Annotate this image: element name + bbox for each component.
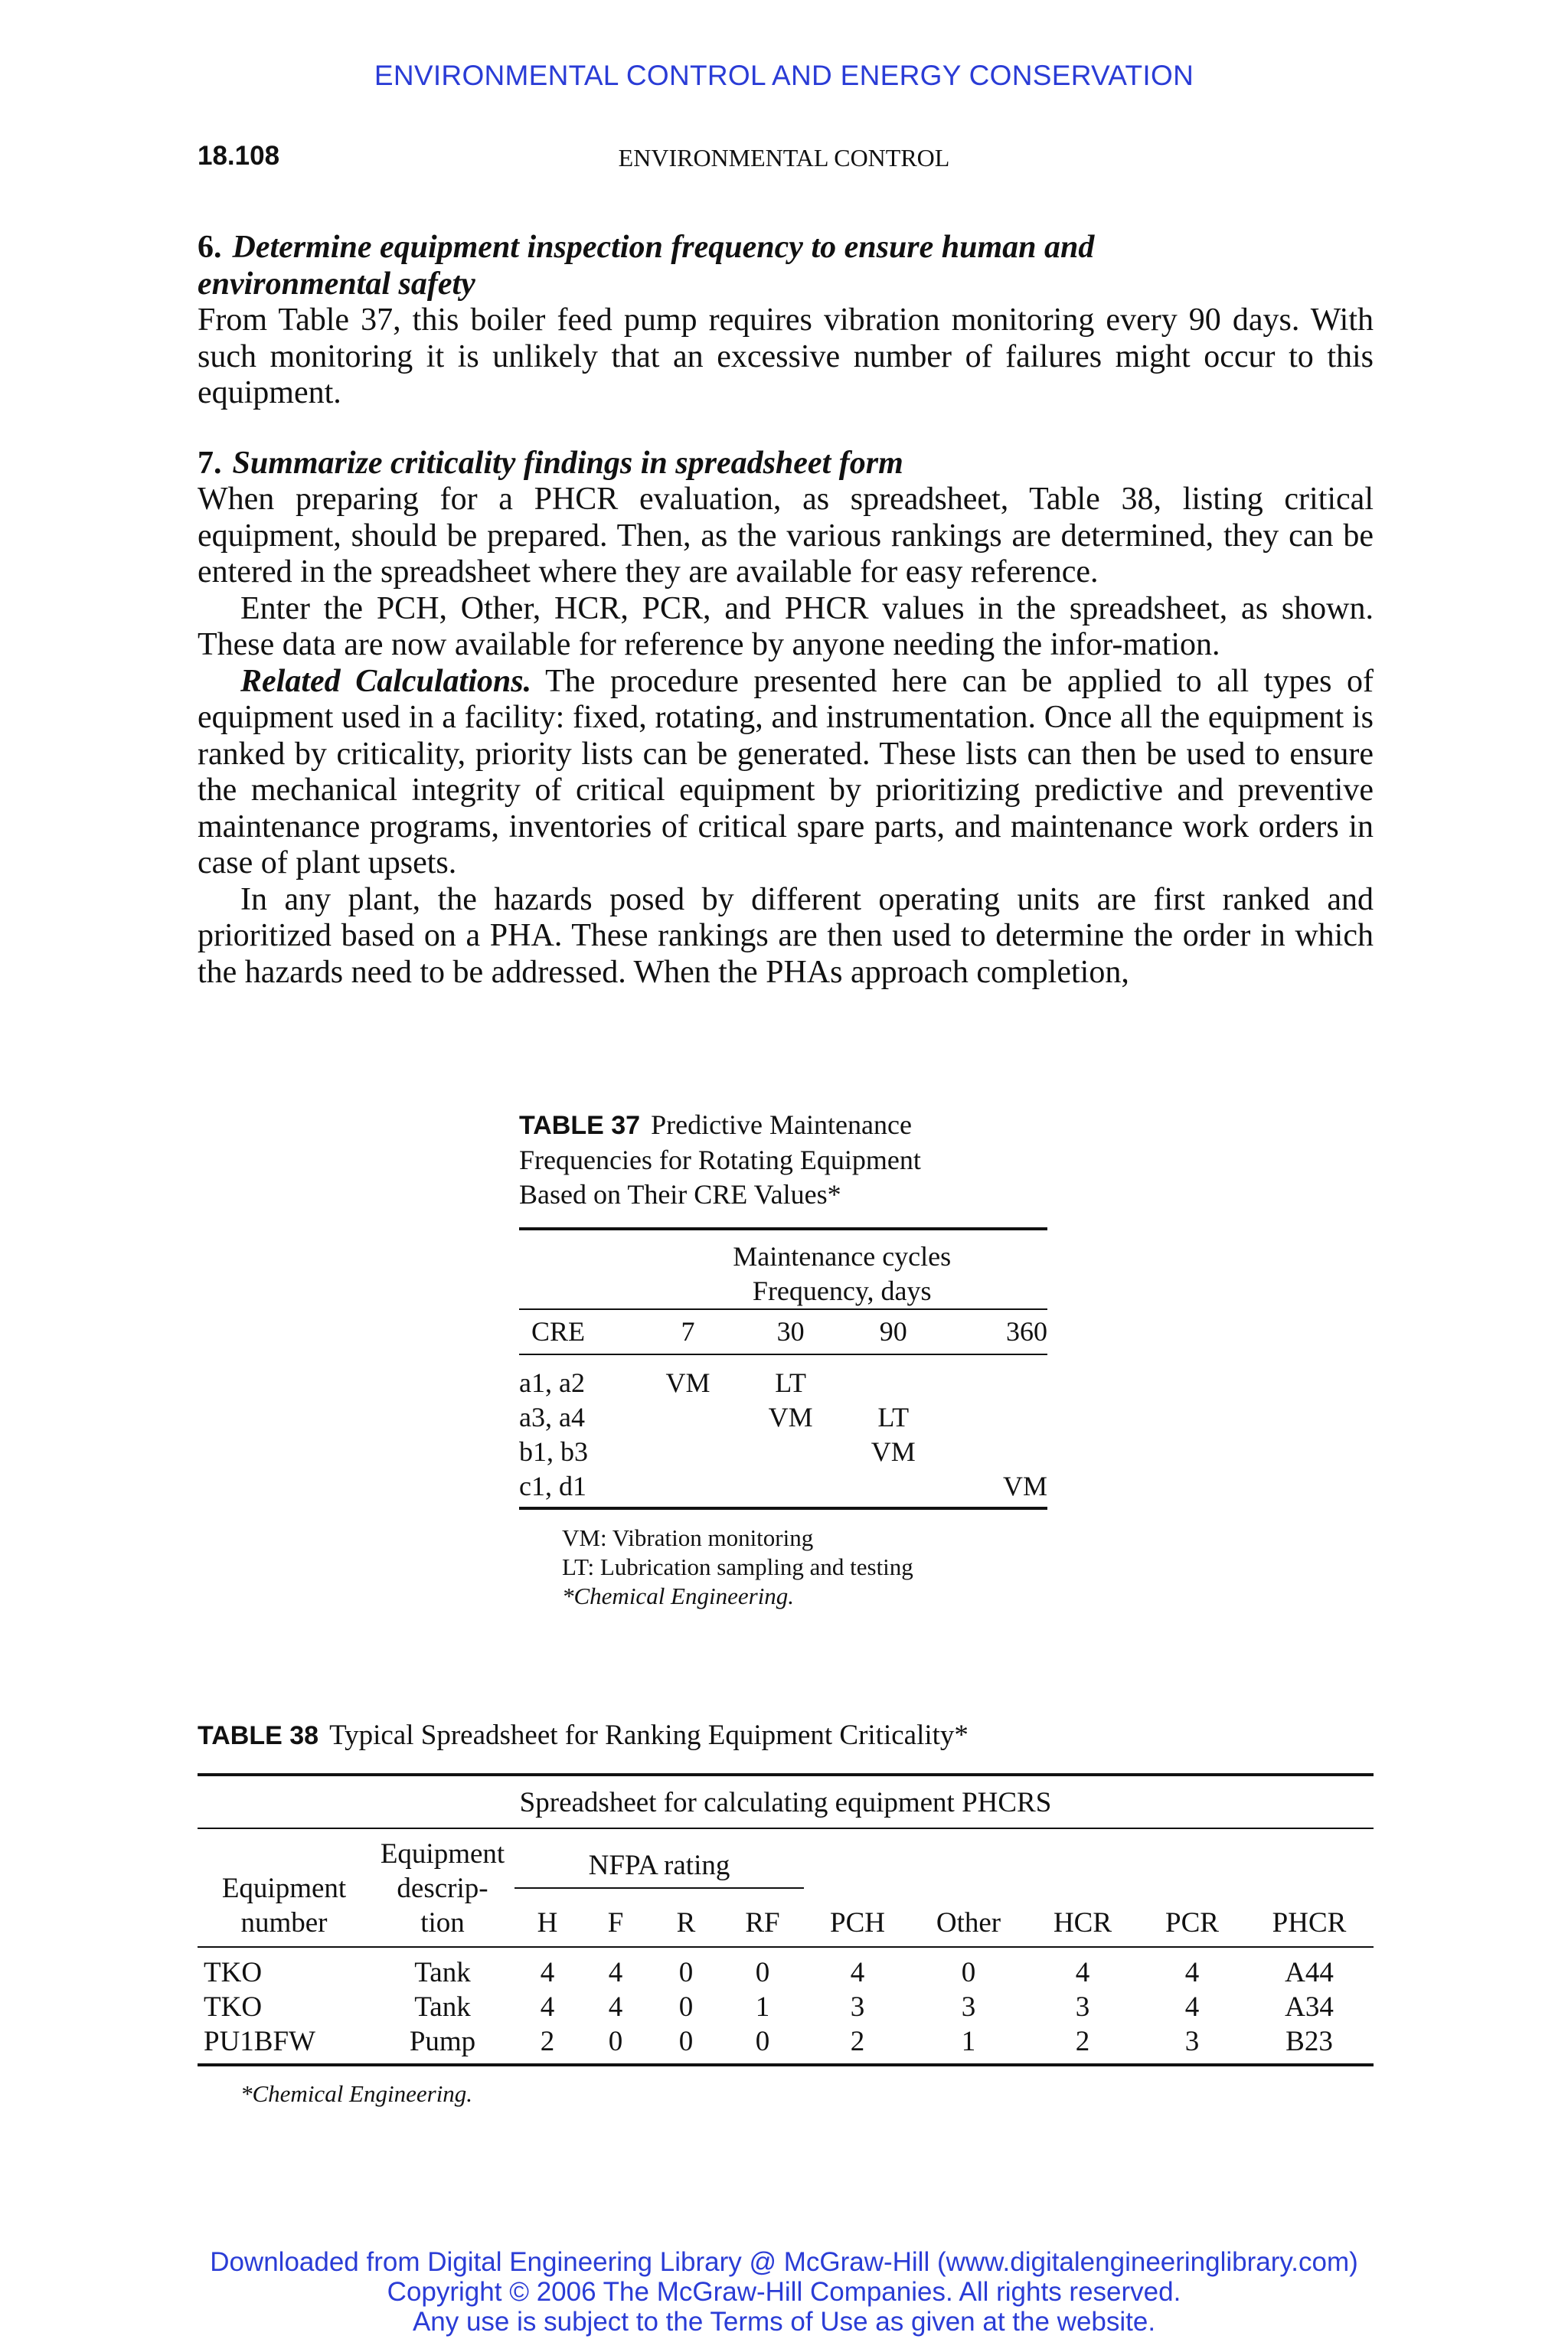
table-cell: 4: [540, 1991, 555, 2023]
step-7-para-1: When preparing for a PHCR evaluation, as spreadsheet, Table 38, listing critical equipment, should be prepared. Then, as the various rankings are determined, they can be entered in the spreadsheet where they are available for easy reference.: [198, 482, 1374, 590]
table-cell: a3, a4: [519, 1402, 585, 1432]
table-37-label: TABLE 37: [519, 1111, 641, 1140]
table-37-header-360: 360: [945, 1309, 1047, 1354]
table-cell: 4: [1075, 1957, 1090, 1988]
table-38-header-pcr: PCR: [1139, 1888, 1245, 1948]
table-cell: 4: [608, 1991, 623, 2023]
table-row: [198, 1947, 1374, 1990]
step-7-number: 7.: [198, 445, 222, 481]
table-row: [519, 1435, 1047, 1469]
step-6-heading-line1: Determine equipment inspection frequency to ensure human and: [232, 230, 1095, 265]
table-38-source-note: *Chemical Engineering.: [240, 2080, 473, 2107]
table-cell: 1: [911, 2024, 1026, 2065]
table-cell: A34: [1285, 1991, 1334, 2023]
step-6-heading: [198, 230, 1374, 302]
table-37-caption-line3: Based on Their CRE Values*: [519, 1179, 841, 1210]
table-cell: Tank: [414, 1957, 471, 1988]
table-38-header-pch: PCH: [804, 1888, 911, 1948]
table-cell: 3: [850, 1991, 865, 2023]
running-head: ENVIRONMENTAL CONTROL: [618, 144, 950, 172]
header-line: Equipment: [380, 1838, 505, 1870]
table-cell: [740, 1435, 842, 1469]
table-cell: [636, 1469, 739, 1508]
table-cell: A44: [1285, 1957, 1334, 1988]
step-7-heading-text: Summarize criticality findings in spreadsheet form: [232, 445, 903, 481]
table-cell: b1, b3: [519, 1436, 588, 1467]
table-cell: [842, 1469, 945, 1508]
footer-download-line: Downloaded from Digital Engineering Library @ McGraw-Hill (www.digitalengineeringlibrary.com): [210, 2247, 1358, 2277]
table-cell: 0: [721, 2024, 804, 2065]
table-cell: 3: [1139, 2024, 1245, 2065]
page-number: 18.108: [198, 141, 280, 171]
table-cell: 3: [1075, 1991, 1090, 2023]
table-cell: 0: [755, 1957, 770, 1988]
table-cell: 3: [961, 1991, 976, 2023]
table-cell: LT: [775, 1367, 806, 1398]
table-cell: [636, 1400, 739, 1435]
download-footer: [0, 2247, 1568, 2337]
table-cell: 2: [514, 2024, 580, 2065]
table-cell: VM: [945, 1469, 1047, 1508]
table-cell: 4: [1184, 1991, 1200, 2023]
related-calculations-para-2: In any plant, the hazards posed by different operating units are first ranked and prioritized based on a PHA. These rankings are then used to determine the order in which the hazards need to be addressed. When the PHAs approach completion,: [198, 881, 1374, 990]
table-38-header-other: Other: [911, 1888, 1026, 1948]
table-row: [198, 2024, 1374, 2065]
table-37-header-row: [519, 1309, 1047, 1354]
table-37-note-lt: LT: Lubrication sampling and testing: [562, 1553, 913, 1580]
step-6-number: 6.: [198, 230, 222, 265]
step-7-para-2: Enter the PCH, Other, HCR, PCR, and PHCR values in the spreadsheet, as shown. These data are now available for reference by anyone needing the infor-mation.: [198, 590, 1374, 662]
table-cell: TKO: [204, 1991, 263, 2023]
table-37-header-7: 7: [636, 1309, 739, 1354]
table-cell: TKO: [204, 1957, 263, 1988]
header-line: tion: [420, 1907, 465, 1939]
step-7-heading: [198, 446, 1374, 482]
footer-terms-line: Any use is subject to the Terms of Use as given at the website.: [412, 2307, 1156, 2337]
header-line: Equipment: [221, 1873, 347, 1904]
header-line: descrip-: [397, 1873, 488, 1904]
table-38-caption-text: Typical Spreadsheet for Ranking Equipment Criticality*: [329, 1720, 969, 1751]
table-cell: PU1BFW: [198, 2024, 371, 2065]
table-37-notes: [562, 1524, 1047, 1611]
table-cell: 4: [1184, 1957, 1200, 1988]
table-cell: 1: [755, 1991, 770, 2023]
table-38-header-f: F: [580, 1888, 651, 1948]
table-cell: 4: [540, 1957, 555, 1988]
table-row: [519, 1400, 1047, 1435]
table-cell: VM: [768, 1402, 813, 1432]
table-37-note-vm: VM: Vibration monitoring: [562, 1524, 814, 1551]
table-cell: c1, d1: [519, 1469, 636, 1508]
table-38-header-phcr: PHCR: [1245, 1888, 1374, 1948]
table-cell: VM: [871, 1436, 916, 1467]
table-cell: B23: [1245, 2024, 1374, 2065]
table-37-source-note: *Chemical Engineering.: [562, 1583, 795, 1609]
table-cell: LT: [877, 1402, 910, 1432]
table-38-span-title: Spreadsheet for calculating equipment PHCRS: [198, 1775, 1374, 1828]
table-37-header-cre: CRE: [519, 1309, 636, 1354]
step-6-heading-line2: environmental safety: [198, 266, 475, 302]
table-cell: [945, 1435, 1047, 1469]
chapter-banner: ENVIRONMENTAL CONTROL AND ENERGY CONSERVATION: [374, 60, 1194, 91]
table-cell: [842, 1354, 945, 1400]
table-cell: a1, a2: [519, 1367, 585, 1398]
table-row: [519, 1469, 1047, 1508]
body-text: [198, 230, 1374, 991]
table-38-header-equipment-description: [371, 1828, 514, 1947]
table-38-caption: [198, 1718, 1374, 1753]
table-row: [198, 1990, 1374, 2024]
table-cell: 0: [678, 1957, 694, 1988]
related-calculations-para-1: [198, 664, 1374, 882]
table-cell: [636, 1435, 739, 1469]
table-38-label: TABLE 38: [198, 1721, 319, 1750]
table-cell: 4: [608, 1957, 623, 1988]
table-37-group-line2: Frequency, days: [752, 1276, 932, 1306]
table-37-caption-line1: Predictive Maintenance: [651, 1109, 912, 1140]
table-cell: 2: [804, 2024, 911, 2065]
table-cell: Tank: [414, 1991, 471, 2023]
table-37: [519, 1108, 1047, 1611]
table-38-grid: [198, 1773, 1374, 2066]
table-row: [519, 1354, 1047, 1400]
related-calculations-text: The procedure presented here can be applied to all types of equipment used in a facility: fixed, rotating, and instrumentation. Once all the equipment is ranked by criticality, priority lists can be generated. These lists can then be used to ensure the mechanical integrity of critical equipment by prioritizing predictive and preventive maintenance programs, inventories of critical spare parts, and maintenance work orders in case of plant upsets.: [198, 663, 1374, 880]
table-cell: Pump: [371, 2024, 514, 2065]
table-cell: 4: [850, 1957, 865, 1988]
header-line: number: [240, 1907, 328, 1939]
table-cell: 0: [961, 1957, 976, 1988]
table-38: [198, 1718, 1374, 2108]
step-6-body: From Table 37, this boiler feed pump requires vibration monitoring every 90 days. With such monitoring it is unlikely that an excessive number of failures might occur to this equipment.: [198, 302, 1374, 410]
table-38-header-equipment-number: [198, 1828, 371, 1947]
table-38-header-rf: RF: [721, 1888, 804, 1948]
table-37-grid: [519, 1227, 1047, 1510]
table-37-caption: [519, 1108, 1047, 1212]
table-37-group-header: [636, 1229, 1047, 1308]
table-cell: 0: [651, 2024, 721, 2065]
table-37-header-30: 30: [740, 1309, 842, 1354]
table-38-header-nfpa-rating: NFPA rating: [514, 1828, 804, 1888]
footer-copyright-line: Copyright © 2006 The McGraw-Hill Companies. All rights reserved.: [387, 2277, 1181, 2307]
table-cell: [740, 1469, 842, 1508]
table-38-header-h: H: [514, 1888, 580, 1948]
table-cell: 0: [580, 2024, 651, 2065]
table-38-header-r: R: [651, 1888, 721, 1948]
table-37-caption-line2: Frequencies for Rotating Equipment: [519, 1145, 921, 1175]
table-cell: 0: [678, 1991, 694, 2023]
related-calculations-heading: Related Calculations.: [240, 663, 532, 699]
table-cell: 2: [1026, 2024, 1139, 2065]
table-cell: [945, 1400, 1047, 1435]
table-cell: VM: [665, 1367, 710, 1398]
table-37-header-90: 90: [842, 1309, 945, 1354]
table-37-group-line1: Maintenance cycles: [733, 1241, 952, 1272]
table-38-header-hcr: HCR: [1026, 1888, 1139, 1948]
table-cell: [945, 1354, 1047, 1400]
